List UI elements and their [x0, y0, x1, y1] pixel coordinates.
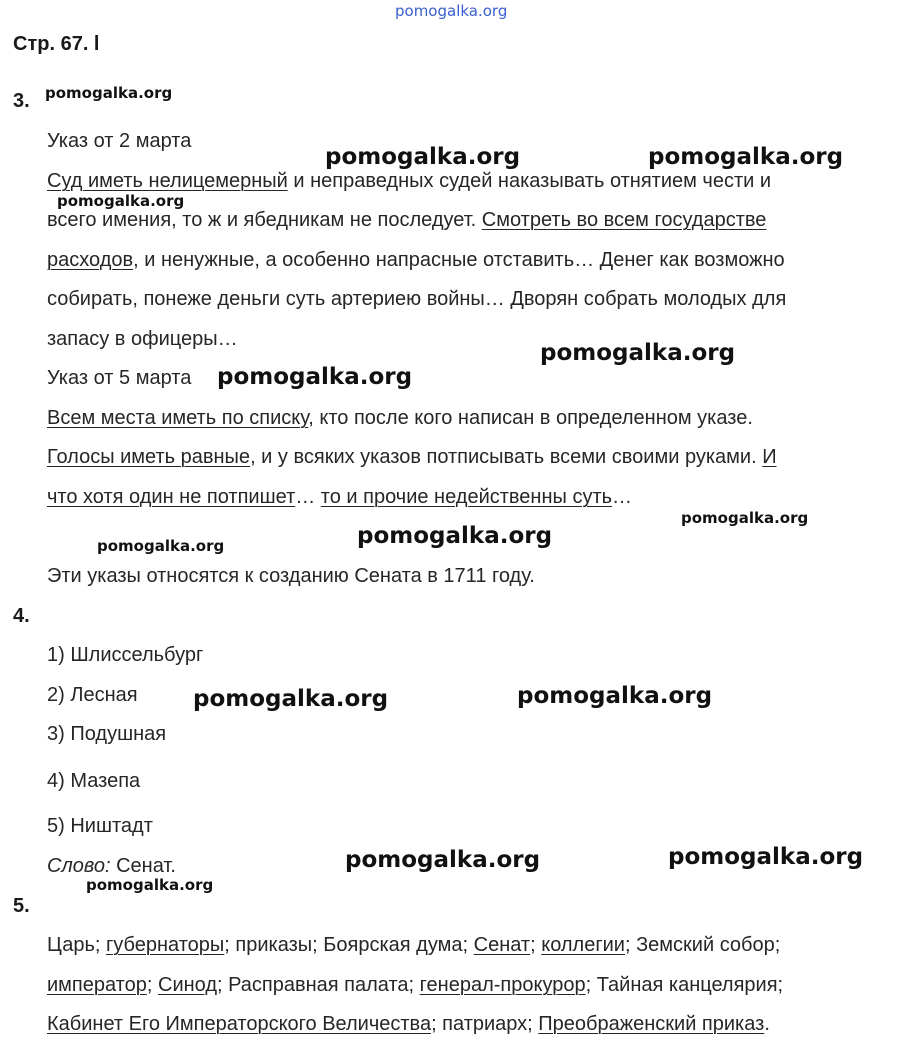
decree-2-line-3: [47, 486, 632, 509]
underlined-phrase: Голосы иметь равные: [47, 446, 251, 468]
text-fragment: ; Тайная канцелярия;: [585, 974, 784, 996]
underlined-term: Синод: [158, 974, 218, 996]
text-fragment: …: [612, 486, 633, 508]
watermark: pomogalka.org: [193, 686, 389, 712]
task-4-word: [47, 855, 176, 878]
watermark: pomogalka.org: [325, 144, 521, 170]
text-fragment: всего имения, то ж и ябедникам не последует.: [47, 209, 482, 231]
task-4-item-2: 2) Лесная: [47, 684, 138, 706]
task-4-item-3: 3) Подушная: [47, 723, 167, 745]
underlined-term: Сенат: [473, 934, 531, 956]
underlined-phrase: то и прочие недейственны суть: [320, 486, 613, 508]
text-fragment: , и ненужные, а особенно напрасные отставить… Денег как возможно: [133, 249, 785, 271]
underlined-term: император: [47, 974, 147, 996]
underlined-phrase: Смотреть во всем государстве: [481, 209, 767, 231]
text-fragment: ;: [530, 934, 542, 956]
text-fragment: ;: [146, 974, 158, 996]
decree-2-title: Указ от 5 марта: [47, 367, 192, 389]
underlined-term: губернаторы: [106, 934, 225, 956]
watermark: pomogalka.org: [97, 537, 225, 555]
text-fragment: ; приказы; Боярская дума;: [224, 934, 474, 956]
task-4-item-5: 5) Ништадт: [47, 815, 153, 837]
text-fragment: , кто после кого написан в определенном указе.: [308, 407, 753, 429]
underlined-term: Преображенский приказ: [538, 1013, 765, 1035]
task-5-line-3: [47, 1013, 770, 1036]
watermark: pomogalka.org: [517, 683, 713, 709]
watermark: pomogalka.org: [57, 192, 185, 210]
underlined-phrase: И: [762, 446, 777, 468]
task-5-line-1: [47, 934, 780, 957]
page-title: Стр. 67. l: [13, 33, 100, 55]
text-fragment: ; патриарх;: [431, 1013, 539, 1035]
watermark: pomogalka.org: [540, 340, 736, 366]
text-fragment: …: [295, 486, 321, 508]
task-4-item-1: 1) Шлиссельбург: [47, 644, 204, 666]
decree-1-line-4: собирать, понеже деньги суть артериею войны… Дворян собрать молодых для: [47, 288, 787, 310]
decree-1-line-3: [47, 249, 785, 272]
underlined-phrase: что хотя один не потпишет: [47, 486, 296, 508]
text-fragment: и неправедных судей наказывать отнятием чести и: [287, 170, 772, 192]
task-4-number: 4.: [13, 605, 30, 627]
word-label: Слово:: [47, 855, 111, 877]
word-value: Сенат.: [110, 855, 176, 877]
underlined-phrase: Всем места иметь по списку: [47, 407, 309, 429]
task-5-line-2: [47, 974, 783, 997]
decree-2-line-1: [47, 407, 753, 430]
watermark: pomogalka.org: [217, 364, 413, 390]
underlined-term: Кабинет Его Императорского Величества: [47, 1013, 432, 1035]
task-3-conclusion: Эти указы относятся к созданию Сената в 1711 году.: [47, 565, 535, 587]
watermark: pomogalka.org: [681, 509, 809, 527]
watermark: pomogalka.org: [357, 523, 553, 549]
underlined-phrase: Суд иметь нелицемерный: [47, 170, 288, 192]
top-watermark: pomogalka.org: [395, 2, 508, 20]
underlined-term: коллегии: [541, 934, 625, 956]
decree-1-title: Указ от 2 марта: [47, 130, 192, 152]
text-fragment: Царь;: [47, 934, 107, 956]
watermark: pomogalka.org: [648, 144, 844, 170]
task-3-number: 3.: [13, 90, 30, 112]
watermark: pomogalka.org: [345, 847, 541, 873]
decree-1-line-2: [47, 209, 766, 232]
watermark: pomogalka.org: [45, 84, 173, 102]
underlined-term: генерал-прокурор: [419, 974, 586, 996]
decree-2-line-2: [47, 446, 777, 469]
text-fragment: ; Расправная палата;: [217, 974, 420, 996]
text-fragment: , и у всяких указов потписывать всеми своими руками.: [250, 446, 763, 468]
task-4-item-4: 4) Мазепа: [47, 770, 141, 792]
decree-1-line-5: запасу в офицеры…: [47, 328, 238, 350]
decree-1-line-1: [47, 170, 771, 193]
underlined-phrase: расходов: [47, 249, 134, 271]
text-fragment: ; Земский собор;: [624, 934, 781, 956]
task-5-number: 5.: [13, 895, 30, 917]
watermark: pomogalka.org: [86, 876, 214, 894]
text-fragment: .: [764, 1013, 770, 1035]
watermark: pomogalka.org: [668, 844, 864, 870]
